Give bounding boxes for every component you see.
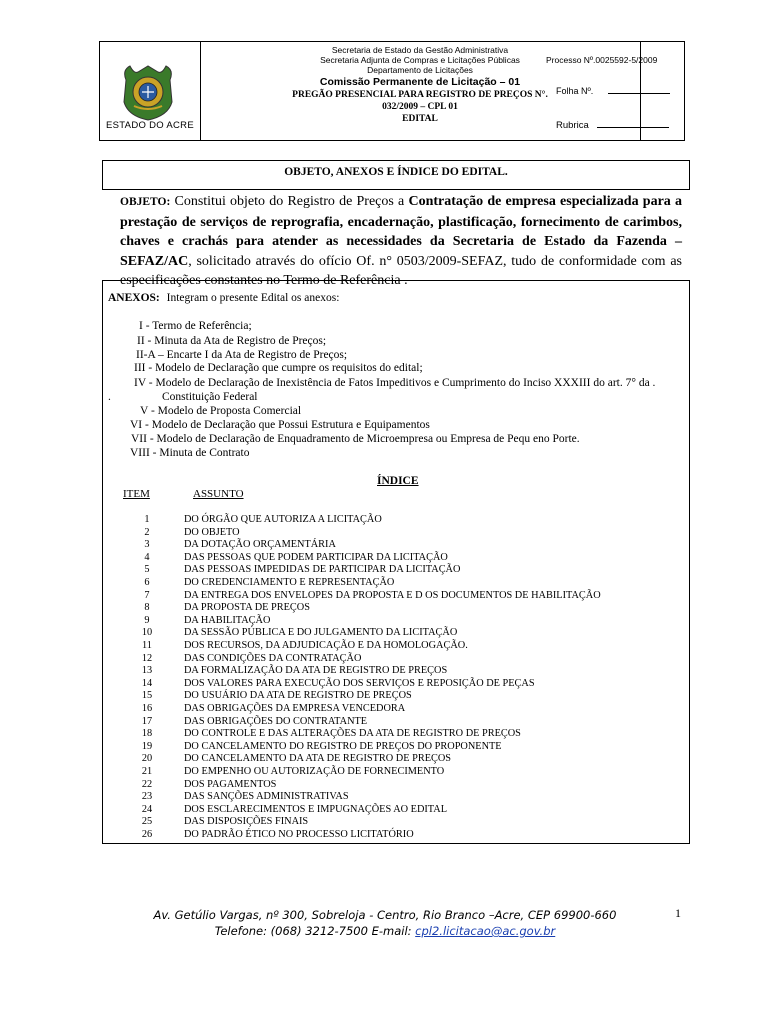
indice-row-number: 24 — [141, 803, 153, 815]
objeto-text-1: Constitui objeto do Registro de Preços a — [170, 194, 409, 209]
folha-field — [556, 86, 670, 96]
anexos-intro-text: Integram o presente Edital os anexos: — [166, 292, 340, 304]
indice-row-number: 6 — [144, 577, 150, 588]
indice-row-number: 7 — [144, 589, 150, 601]
indice-row-number: 4 — [144, 551, 150, 563]
annex-item: VII - Modelo de Declaração de Enquadramento de Microempresa ou Empresa de Pequ eno Porte. — [131, 433, 580, 445]
indice-row-subject: DO OBJETO — [184, 526, 240, 538]
indice-row-number: 3 — [144, 539, 150, 551]
indice-col-item: ITEM — [123, 488, 150, 500]
annex-item: I - Termo de Referência; — [139, 320, 252, 332]
indice-row-number: 20 — [141, 753, 153, 765]
objeto-bold-text: Contratação de empresa especializada para a prestação de serviços de reprografia, encadernação, plastificação, fornecimento de carimbos, chaves e crachás para atender as necessidades da Secretaria de Estado da Fazenda – SEFAZ/AC — [120, 194, 683, 269]
footer-email-link[interactable]: cpl2.licitacao@ac.gov.br — [415, 924, 556, 938]
objeto-paragraph — [120, 192, 682, 291]
indice-row-subject: DOS ESCLARECIMENTOS E IMPUGNAÇÕES AO EDITAL — [184, 803, 447, 815]
annex-item: II - Minuta da Ata de Registro de Preços; — [137, 335, 327, 347]
logo-cell — [100, 42, 201, 140]
pregao-number: 032/2009 – CPL 01 — [382, 102, 458, 112]
annex-item: VI - Modelo de Declaração que Possui Estrutura e Equipamentos — [130, 419, 430, 431]
indice-row-number: 21 — [141, 766, 153, 777]
indice-row-subject: DO USUÁRIO DA ATA DE REGISTRO DE PREÇOS — [184, 690, 412, 702]
indice-row-subject: DO CONTROLE E DAS ALTERAÇÕES DA ATA DE REGISTRO DE PREÇOS — [184, 728, 521, 740]
indice-row-number: 18 — [141, 728, 153, 740]
processo-number: Processo Nº.0025592-5/2009 — [546, 55, 658, 65]
indice-row-number: 9 — [144, 614, 150, 626]
rubrica-blank-line — [597, 127, 669, 128]
indice-row-number: 15 — [141, 690, 153, 702]
acre-coat-of-arms-icon — [120, 62, 176, 122]
indice-row-subject: DO EMPENHO OU AUTORIZAÇÃO DE FORNECIMENTO — [184, 766, 445, 777]
folha-label: Folha Nº. — [556, 86, 594, 96]
indice-row-subject: DAS PESSOAS IMPEDIDAS DE PARTICIPAR DA LICITAÇÃO — [184, 564, 461, 576]
indice-row-number: 12 — [141, 652, 153, 664]
footer-address: Av. Getúlio Vargas, nº 300, Sobreloja - Centro, Rio Branco –Acre, CEP 69900-660 — [153, 908, 617, 922]
edital-label: EDITAL — [402, 114, 438, 124]
indice-row-subject: DA PROPOSTA DE PREÇOS — [184, 602, 310, 614]
indice-row-subject: DO ÓRGÃO QUE AUTORIZA A LICITAÇÃO — [184, 514, 382, 525]
indice-row-number: 2 — [144, 526, 150, 538]
indice-row-subject: DO CANCELAMENTO DA ATA DE REGISTRO DE PREÇOS — [184, 753, 452, 765]
indice-row-subject: DAS PESSOAS QUE PODEM PARTICIPAR DA LICITAÇÃO — [184, 551, 448, 563]
indice-row-subject: DA ENTREGA DOS ENVELOPES DA PROPOSTA E D OS DOCUMENTOS DE HABILITAÇÃO — [184, 589, 601, 601]
footer-phone: Telefone: (068) 3212-7500 E-mail: — [214, 924, 416, 938]
indice-row-subject: DAS SANÇÕES ADMINISTRATIVAS — [184, 791, 349, 803]
anexos-label: ANEXOS: — [108, 292, 160, 304]
indice-row-number: 13 — [141, 665, 153, 677]
objeto-label: OBJETO: — [120, 196, 171, 208]
indice-row-subject: DAS DISPOSIÇÕES FINAIS — [184, 816, 309, 828]
indice-row-number: 5 — [144, 564, 150, 576]
indice-row-number: 19 — [141, 740, 153, 752]
indice-row-subject: DA FORMALIZAÇÃO DA ATA DE REGISTRO DE PREÇOS — [184, 665, 448, 677]
rubrica-label: Rubrica — [556, 120, 589, 131]
indice-row-subject: DA HABILITAÇÃO — [184, 614, 271, 626]
footer-contact — [0, 923, 770, 939]
annex-item: VIII - Minuta de Contrato — [130, 447, 250, 459]
indice-row-subject: DAS CONDIÇÕES DA CONTRATAÇÃO — [184, 652, 362, 664]
pregao-title: PREGÃO PRESENCIAL PARA REGISTRO DE PREÇOS N°. — [292, 90, 548, 100]
annex-item: III - Modelo de Declaração que cumpre os requisitos do edital; — [134, 362, 423, 374]
folha-blank-line — [608, 93, 670, 94]
indice-row-subject: DA DOTAÇÃO ORÇAMENTÁRIA — [184, 539, 336, 551]
indice-col-assunto: ASSUNTO — [193, 488, 244, 500]
indice-row-number: 8 — [144, 602, 150, 614]
indice-row-number: 25 — [141, 816, 153, 828]
indice-row-subject: DA SESSÃO PÚBLICA E DO JULGAMENTO DA LICITAÇÃO — [184, 627, 458, 639]
footer — [0, 907, 770, 939]
indice-row-subject: DO PADRÃO ÉTICO NO PROCESSO LICITATÓRIO — [184, 829, 414, 840]
indice-row-number: 22 — [141, 778, 153, 790]
comissao-title: Comissão Permanente de Licitação – 01 — [319, 76, 521, 88]
annex-item: IV - Modelo de Declaração de Inexistência de Fatos Impeditivos e Cumprimento do Inciso XXXIII do art. 7° da . — [134, 377, 656, 389]
annex-item-continuation: Constituição Federal — [162, 391, 258, 403]
annex-dot: . — [108, 391, 111, 403]
indice-row-number: 16 — [141, 703, 153, 714]
indice-row-subject: DAS OBRIGAÇÕES DA EMPRESA VENCEDORA — [184, 703, 406, 714]
indice-row-number: 1 — [144, 514, 150, 525]
section-title: OBJETO, ANEXOS E ÍNDICE DO EDITAL. — [102, 160, 690, 190]
indice-row-subject: DO CANCELAMENTO DO REGISTRO DE PREÇOS DO PROPONENTE — [184, 740, 502, 752]
anexos-intro — [108, 292, 339, 304]
indice-title: ÍNDICE — [377, 475, 419, 487]
indice-row-subject: DOS RECURSOS, DA ADJUDICAÇÃO E DA HOMOLOGAÇÃO. — [184, 640, 468, 651]
rubrica-field — [556, 120, 669, 131]
indice-row-number: 26 — [141, 829, 153, 840]
indice-row-number: 17 — [141, 715, 153, 727]
indice-row-number: 14 — [141, 677, 153, 689]
indice-row-number: 11 — [142, 640, 152, 651]
objeto-text-2: , solicitado através do ofício Of. n° 0503/2009-SEFAZ, tudo de conformidade com as especificações constantes no Termo de Referência . — [120, 253, 682, 288]
annex-item: V - Modelo de Proposta Comercial — [140, 405, 302, 417]
indice-row-subject: DOS VALORES PARA EXECUÇÃO DOS SERVIÇOS E REPOSIÇÃO DE PEÇAS — [184, 677, 535, 689]
indice-row-subject: DO CREDENCIAMENTO E REPRESENTAÇÃO — [184, 577, 395, 588]
estado-do-acre-label: ESTADO DO ACRE — [106, 120, 194, 131]
header-line-3: Departamento de Licitações — [367, 65, 473, 75]
indice-row-number: 10 — [141, 627, 153, 639]
header-line-1: Secretaria de Estado da Gestão Administrativa — [331, 45, 509, 55]
indice-row-number: 23 — [141, 791, 153, 803]
indice-row-subject: DOS PAGAMENTOS — [184, 778, 277, 790]
annex-item: II-A – Encarte I da Ata de Registro de Preços; — [136, 349, 348, 361]
header-line-2: Secretaria Adjunta de Compras e Licitações Públicas — [320, 55, 520, 65]
indice-row-subject: DAS OBRIGAÇÕES DO CONTRATANTE — [184, 715, 368, 727]
page-number: 1 — [675, 906, 681, 920]
